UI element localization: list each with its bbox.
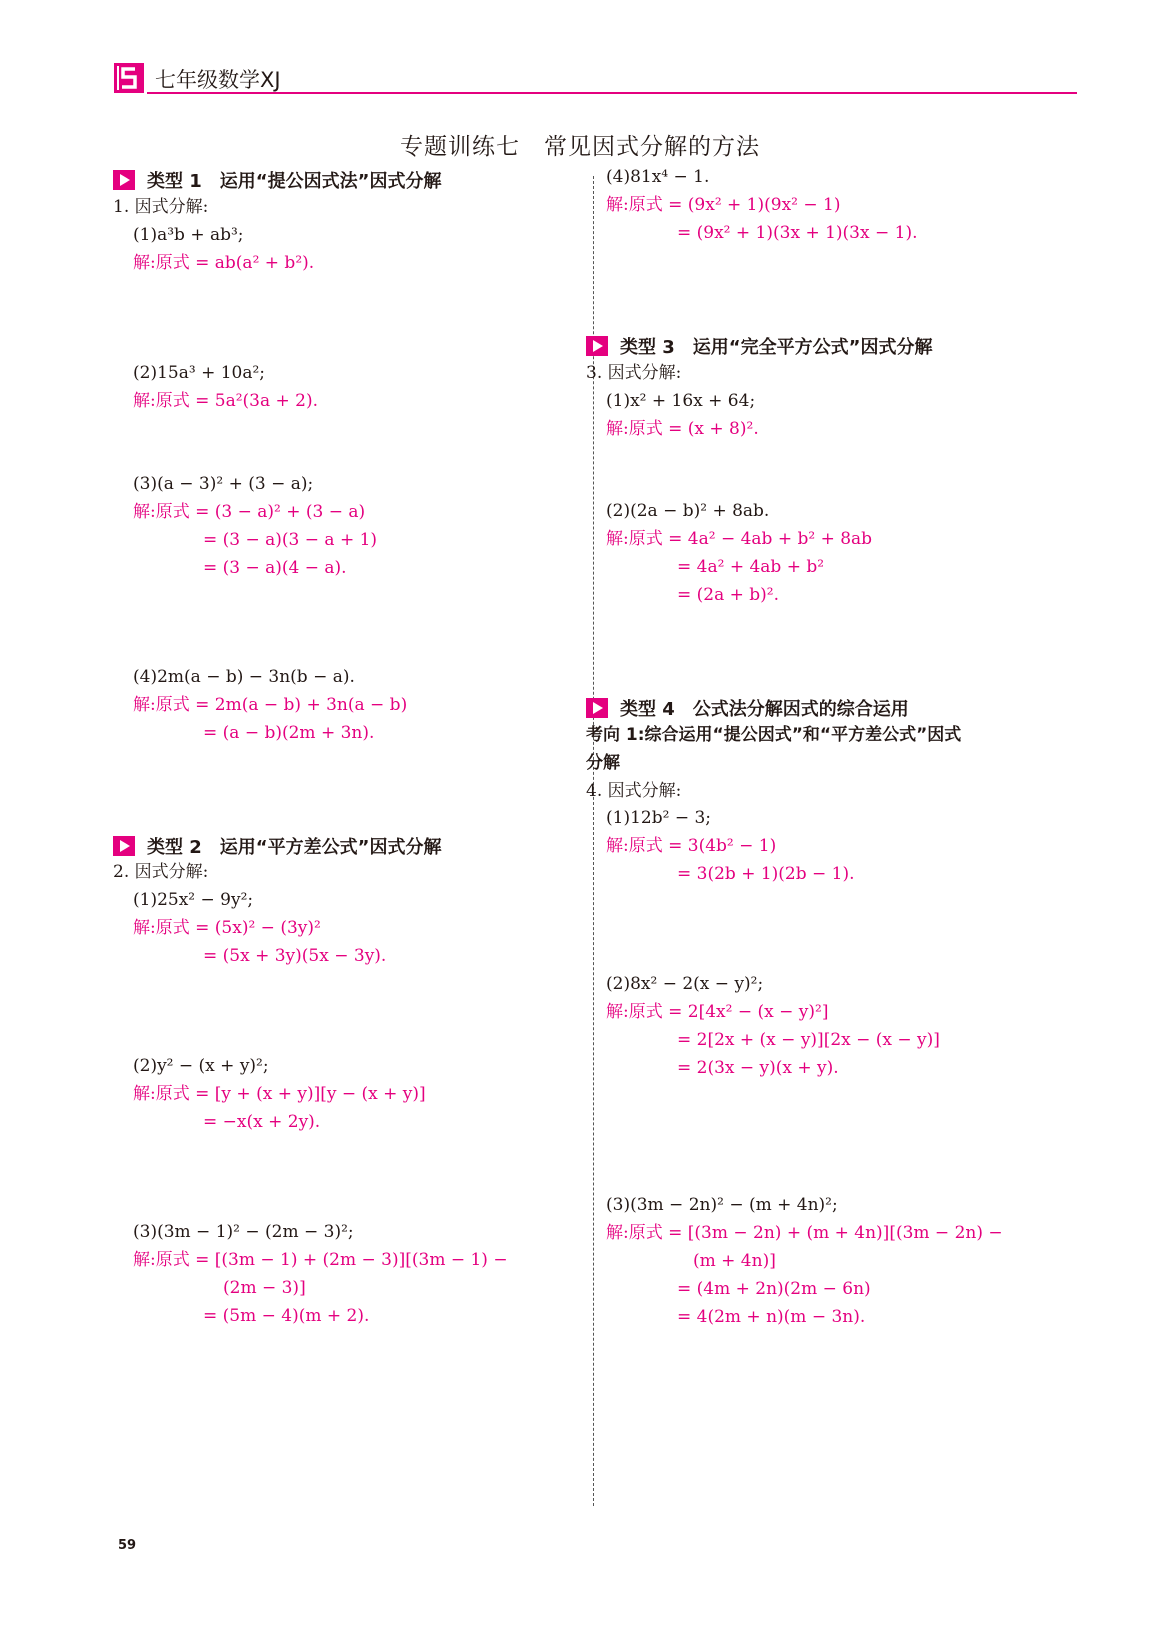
answer-4-3-line2: (m + 4n)] bbox=[693, 1251, 776, 1271]
answer-2-4-line1: 解:原式 = (9x² + 1)(9x² − 1) bbox=[606, 195, 841, 215]
answer-3-2-line2: = 4a² + 4ab + b² bbox=[677, 557, 825, 577]
question-2-stem: 2. 因式分解: bbox=[113, 862, 209, 882]
question-4-1: (1)12b² − 3; bbox=[606, 808, 712, 828]
answer-1-1: 解:原式 = ab(a² + b²). bbox=[133, 253, 315, 273]
page-number: 59 bbox=[118, 1538, 137, 1553]
answer-4-2-line2: = 2[2x + (x − y)][2x − (x − y)] bbox=[677, 1030, 940, 1050]
answer-3-2-line3: = (2a + b)². bbox=[677, 585, 780, 605]
play-triangle-icon bbox=[113, 170, 135, 190]
answer-2-1-line2: = (5x + 3y)(5x − 3y). bbox=[203, 946, 387, 966]
direction-1-line1: 考向 1:综合运用“提公因式”和“平方差公式”因式 bbox=[586, 725, 962, 745]
answer-2-3-line3: = (5m − 4)(m + 2). bbox=[203, 1306, 370, 1326]
question-2-4: (4)81x⁴ − 1. bbox=[606, 167, 710, 187]
question-4-stem: 4. 因式分解: bbox=[586, 781, 682, 801]
answer-4-2-line1: 解:原式 = 2[4x² − (x − y)²] bbox=[606, 1002, 829, 1022]
question-1-1: (1)a³b + ab³; bbox=[133, 225, 244, 245]
question-4-2: (2)8x² − 2(x − y)²; bbox=[606, 974, 764, 994]
answer-1-2: 解:原式 = 5a²(3a + 2). bbox=[133, 391, 319, 411]
answer-2-1-line1: 解:原式 = (5x)² − (3y)² bbox=[133, 918, 321, 938]
answer-1-3-line2: = (3 − a)(3 − a + 1) bbox=[203, 530, 378, 550]
answer-1-3-line3: = (3 − a)(4 − a). bbox=[203, 558, 347, 578]
play-triangle-icon bbox=[586, 336, 608, 356]
type3-heading bbox=[586, 333, 932, 359]
type1-heading bbox=[113, 167, 441, 193]
question-2-1: (1)25x² − 9y²; bbox=[133, 890, 254, 910]
answer-2-4-line2: = (9x² + 1)(3x + 1)(3x − 1). bbox=[677, 223, 918, 243]
answer-1-3-line1: 解:原式 = (3 − a)² + (3 − a) bbox=[133, 502, 366, 522]
play-triangle-icon bbox=[113, 836, 135, 856]
answer-1-4-line2: = (a − b)(2m + 3n). bbox=[203, 723, 375, 743]
question-2-2: (2)y² − (x + y)²; bbox=[133, 1056, 269, 1076]
type4-heading bbox=[586, 695, 909, 721]
header-rule bbox=[147, 92, 1077, 94]
type2-heading bbox=[113, 833, 441, 859]
question-1-3: (3)(a − 3)² + (3 − a); bbox=[133, 474, 314, 494]
play-triangle-icon bbox=[586, 698, 608, 718]
answer-3-1: 解:原式 = (x + 8)². bbox=[606, 419, 759, 439]
type1-heading-text: 类型 1 运用“提公因式法”因式分解 bbox=[147, 171, 442, 192]
question-1-2: (2)15a³ + 10a²; bbox=[133, 363, 266, 383]
question-1-4: (4)2m(a − b) − 3n(b − a). bbox=[133, 667, 355, 687]
page-title: 专题训练七 常见因式分解的方法 bbox=[400, 134, 760, 160]
answer-2-3-line2: (2m − 3)] bbox=[223, 1278, 306, 1298]
answer-1-4-line1: 解:原式 = 2m(a − b) + 3n(a − b) bbox=[133, 695, 408, 715]
page-header bbox=[113, 56, 1078, 96]
answer-4-2-line3: = 2(3x − y)(x + y). bbox=[677, 1058, 839, 1078]
answer-2-3-line1: 解:原式 = [(3m − 1) + (2m − 3)][(3m − 1) − bbox=[133, 1250, 508, 1270]
question-1-stem: 1. 因式分解: bbox=[113, 197, 209, 217]
type3-heading-text: 类型 3 运用“完全平方公式”因式分解 bbox=[620, 337, 933, 358]
answer-4-3-line3: = (4m + 2n)(2m − 6n) bbox=[677, 1279, 871, 1299]
question-3-2: (2)(2a − b)² + 8ab. bbox=[606, 501, 770, 521]
question-3-1: (1)x² + 16x + 64; bbox=[606, 391, 756, 411]
answer-4-3-line4: = 4(2m + n)(m − 3n). bbox=[677, 1307, 866, 1327]
answer-4-1-line2: = 3(2b + 1)(2b − 1). bbox=[677, 864, 855, 884]
question-2-3: (3)(3m − 1)² − (2m − 3)²; bbox=[133, 1222, 354, 1242]
direction-1-line2: 分解 bbox=[586, 753, 620, 773]
type2-heading-text: 类型 2 运用“平方差公式”因式分解 bbox=[147, 837, 442, 858]
answer-4-3-line1: 解:原式 = [(3m − 2n) + (m + 4n)][(3m − 2n) − bbox=[606, 1223, 1003, 1243]
type4-heading-text: 类型 4 公式法分解因式的综合运用 bbox=[620, 699, 909, 720]
answer-3-2-line1: 解:原式 = 4a² − 4ab + b² + 8ab bbox=[606, 529, 873, 549]
question-3-stem: 3. 因式分解: bbox=[586, 363, 682, 383]
book-title: 七年级数学XJ bbox=[155, 68, 281, 92]
answer-4-1-line1: 解:原式 = 3(4b² − 1) bbox=[606, 836, 777, 856]
answer-2-2-line1: 解:原式 = [y + (x + y)][y − (x + y)] bbox=[133, 1084, 426, 1104]
publisher-logo-icon bbox=[113, 62, 145, 94]
answer-2-2-line2: = −x(x + 2y). bbox=[203, 1112, 321, 1132]
question-4-3: (3)(3m − 2n)² − (m + 4n)²; bbox=[606, 1195, 838, 1215]
